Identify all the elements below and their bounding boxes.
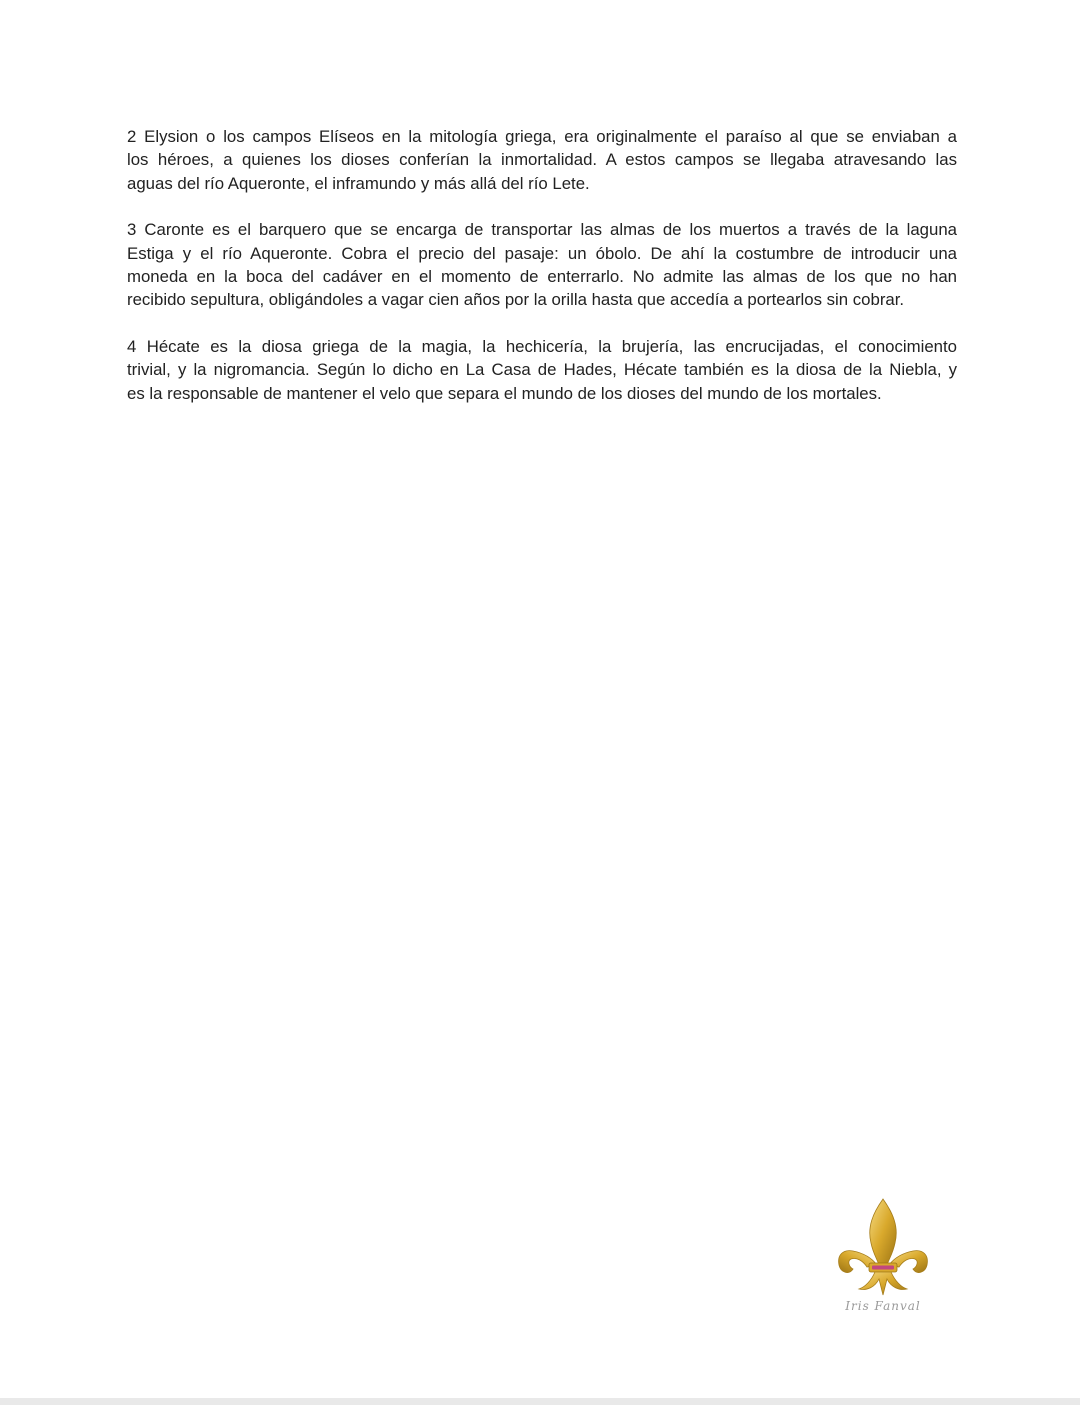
footnote-line: es la responsable de mantener el velo que separa el mundo de los dioses del mundo de los mortales. (127, 383, 882, 403)
footnote-line: los héroes, a quienes los dioses conferían la inmortalidad. A estos campos se llegaba atravesando las (127, 150, 957, 170)
footnote-4 (127, 335, 957, 405)
footnote-line: Estiga y el río Aqueronte. Cobra el precio del pasaje: un óbolo. De ahí la costumbre de introducir una (127, 243, 957, 263)
fleur-de-lis-icon (832, 1195, 934, 1299)
footnote-line: 3 Caronte es el barquero que se encarga de transportar las almas de los muertos a través de la laguna (127, 220, 957, 240)
page-bottom-edge (0, 1398, 1080, 1405)
footnote-line: aguas del río Aqueronte, el inframundo y más allá del río Lete. (127, 173, 590, 193)
footnote-3 (127, 218, 957, 312)
footnote-2 (127, 125, 957, 195)
fleur-de-lis-logo (832, 1195, 934, 1323)
footnote-line: 2 Elysion o los campos Elíseos en la mitología griega, era originalmente el paraíso al que se enviaban a (127, 127, 957, 146)
footnote-line: moneda en la boca del cadáver en el momento de enterrarlo. No admite las almas de los que no han (127, 267, 957, 287)
footnote-line: 4 Hécate es la diosa griega de la magia, la hechicería, la brujería, las encrucijadas, el conocimiento (127, 336, 957, 356)
footnote-line: recibido sepultura, obligándoles a vagar cien años por la orilla hasta que accedía a portearlos sin cobrar. (127, 290, 905, 310)
footnote-line: trivial, y la nigromancia. Según lo dicho en La Casa de Hades, Hécate también es la diosa de la Niebla, y (127, 360, 957, 380)
signature: Iris Fanval (845, 1299, 921, 1313)
footnotes (127, 125, 957, 428)
